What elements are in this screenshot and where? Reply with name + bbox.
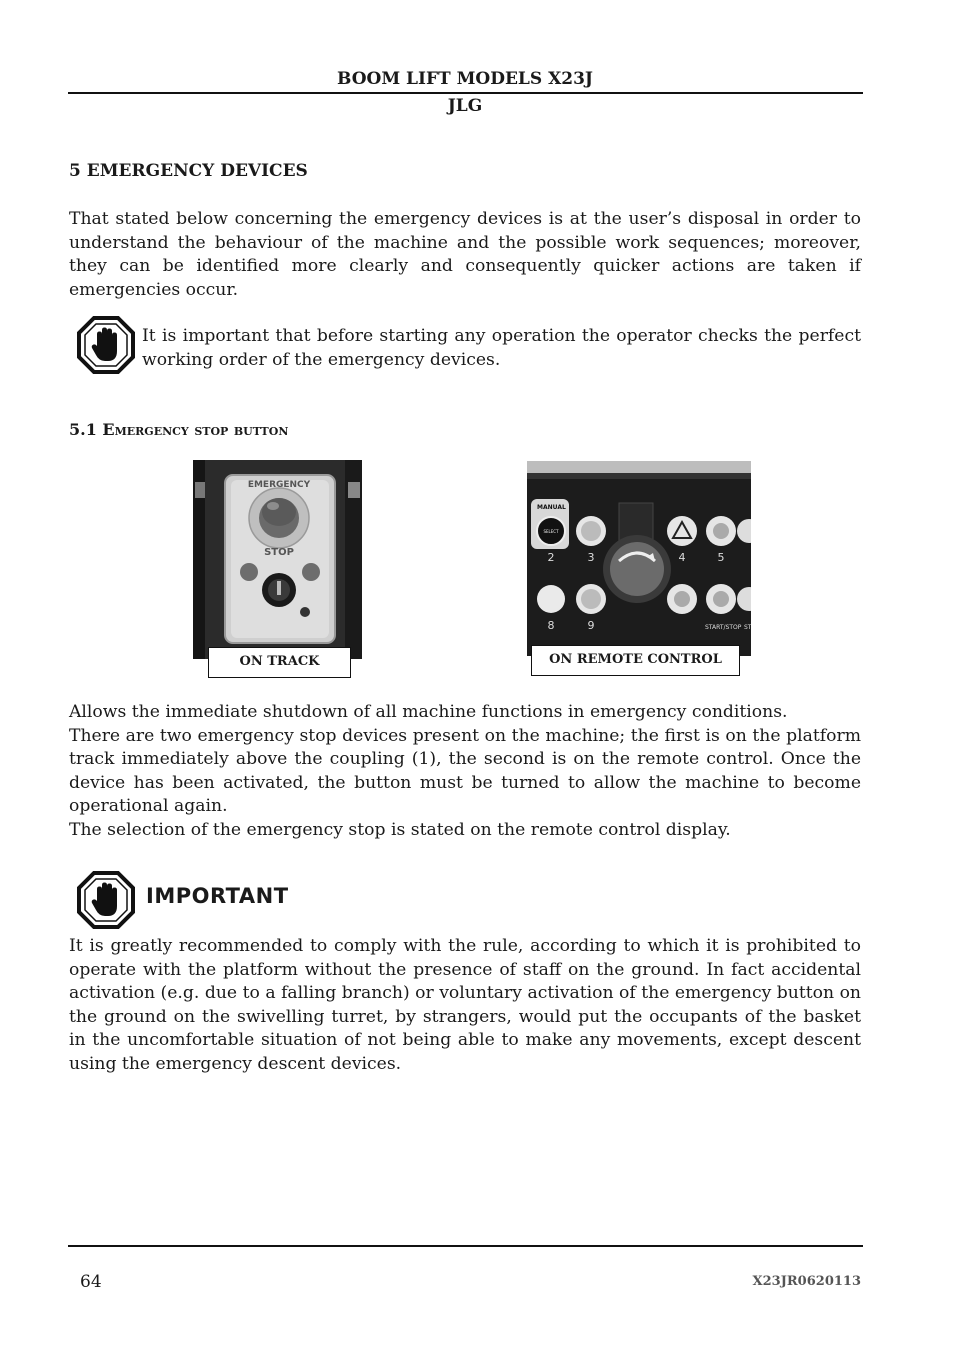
emergency-label: EMERGENCY (247, 480, 311, 490)
start-stop-label: START/STOP (705, 624, 742, 631)
manual-label: MANUAL (537, 504, 566, 511)
header-rule (68, 92, 863, 94)
stop-label: STOP (264, 547, 294, 558)
important-text: It is greatly recommended to comply with the rule, according to which it is prohibited to operate with the platform without the presence of staff on the ground. In fact accidental activation (e.g. due to a falling branch) or voluntary activation of the emergency button on the ground on the swivelling turret, by strangers, would put the occupants of the basket in the uncomfortable situation of not being able to make any movements, except descent using the emergency descent devices. (69, 936, 861, 1074)
footer-rule (68, 1245, 863, 1247)
st-label: ST (744, 624, 751, 631)
on-track-photo (193, 460, 362, 659)
key-3: 3 (587, 551, 595, 564)
body-paragraph-3: The selection of the emergency stop is stated on the remote control display. (69, 819, 731, 840)
subsection-body (69, 701, 861, 842)
body-paragraph-2: There are two emergency stop devices present on the machine; the first is on the platform track immediately above the coupling (1), the second is on the remote control. Once the device has been activated, the button must be turned to allow the machine to become operational again. (69, 725, 861, 816)
intro-paragraph: That stated below concerning the emergency devices is at the user’s disposal in order to understand the behaviour of the machine and the possible work sequences; moreover, they can be identified more clearly and consequently quicker actions are taken if emergencies occur. (69, 209, 861, 300)
caption-on-track: ON TRACK (208, 647, 351, 678)
page-number: 64 (80, 1272, 102, 1292)
key-9: 9 (587, 619, 595, 632)
on-remote-control-photo (527, 461, 751, 656)
key-5: 5 (717, 551, 725, 564)
important-stop-hand-icon (77, 871, 135, 929)
caption-on-remote-control: ON REMOTE CONTROL (531, 645, 740, 676)
important-heading: IMPORTANT (146, 884, 289, 908)
key-2: 2 (547, 551, 555, 564)
subsection-title: 5.1 Emergency stop button (69, 420, 289, 439)
document-title: BOOM LIFT MODELS X23J (337, 69, 593, 89)
body-paragraph-1: Allows the immediate shutdown of all machine functions in emergency conditions. (69, 702, 788, 722)
document-code: X23JR0620113 (752, 1274, 861, 1289)
note-text: It is important that before starting any operation the operator checks the perfect working order of the emergency devices. (142, 326, 861, 370)
key-4: 4 (678, 551, 686, 564)
key-8: 8 (547, 619, 555, 632)
document-brand: JLG (447, 96, 483, 116)
section-title: 5 EMERGENCY DEVICES (69, 161, 308, 181)
select-label: SELECT (543, 529, 559, 534)
stop-hand-icon (77, 316, 135, 374)
